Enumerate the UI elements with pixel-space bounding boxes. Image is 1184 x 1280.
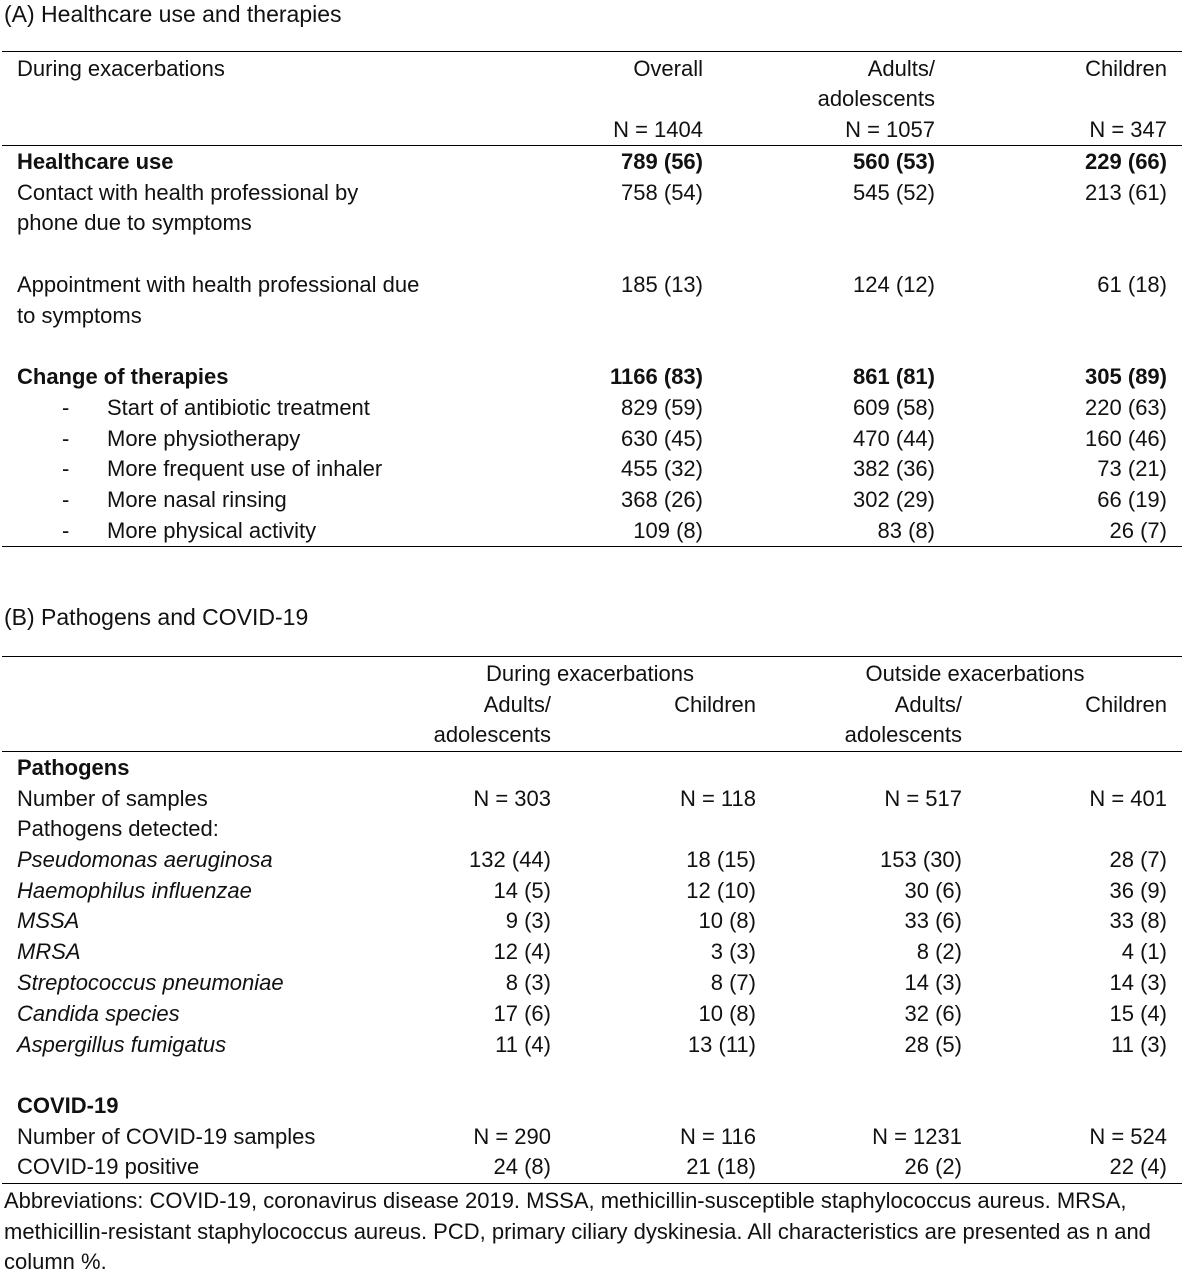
cell-children: 229 (66): [1085, 149, 1167, 174]
cell-adults-outside: N = 1231: [872, 1124, 962, 1149]
cell-adults: 124 (12): [853, 272, 935, 297]
row-dash: -: [62, 395, 70, 420]
row-dash: -: [62, 456, 70, 481]
cell-adults: 382 (36): [853, 456, 935, 481]
section-b-title: (B) Pathogens and COVID-19: [4, 604, 309, 630]
cell-children-outside: 15 (4): [1109, 1001, 1167, 1026]
group-header-during: During exacerbations: [486, 661, 694, 686]
row-label: More physical activity: [107, 518, 317, 543]
cell-overall: 455 (32): [621, 456, 703, 481]
section-a-title: (A) Healthcare use and therapies: [4, 1, 342, 27]
row-dash: -: [62, 487, 70, 512]
cell-adults-outside: 32 (6): [904, 1001, 962, 1026]
cell-children-outside: N = 401: [1089, 786, 1167, 811]
cell-children-during: 18 (15): [686, 847, 756, 872]
cell-adults-during: 24 (8): [493, 1154, 551, 1179]
col-adults-outside-line1: Adults/: [894, 692, 962, 717]
row-label: Change of therapies: [17, 364, 229, 389]
cell-children-during: 10 (8): [698, 908, 756, 933]
cell-overall: 185 (13): [621, 272, 703, 297]
cell-adults-during: N = 303: [473, 786, 551, 811]
cell-adults: 609 (58): [853, 395, 935, 420]
cell-adults-during: 9 (3): [505, 908, 551, 933]
row-dash: -: [62, 426, 70, 451]
cell-children-during: 10 (8): [698, 1001, 756, 1026]
pathogens-detected-label: Pathogens detected:: [17, 816, 219, 841]
cell-overall: 789 (56): [621, 149, 703, 174]
row-dash: -: [62, 518, 70, 543]
cell-children-during: N = 116: [679, 1124, 756, 1149]
cell-adults-during: 12 (4): [493, 939, 551, 964]
cell-adults-outside: 28 (5): [904, 1032, 962, 1057]
section-a-header-label: During exacerbations: [17, 56, 225, 81]
cell-adults-outside: 26 (2): [904, 1154, 962, 1179]
row-label: More frequent use of inhaler: [107, 456, 383, 481]
cell-children-outside: 22 (4): [1109, 1154, 1167, 1179]
pathogen-name: MSSA: [17, 908, 80, 933]
cell-overall: 758 (54): [621, 180, 703, 205]
cell-children-during: 3 (3): [710, 939, 756, 964]
cell-adults-during: N = 290: [473, 1124, 551, 1149]
col-adults-during-line1: Adults/: [483, 692, 551, 717]
row-label: Appointment with health professional due: [17, 272, 420, 297]
cell-children-during: N = 118: [679, 786, 756, 811]
cell-children-during: 13 (11): [687, 1032, 756, 1057]
section-a-top-rule: [2, 51, 1182, 52]
cell-children-outside: 4 (1): [1121, 939, 1167, 964]
cell-overall: 1166 (83): [610, 364, 703, 389]
cell-children: 220 (63): [1085, 395, 1167, 420]
col-adults-header-line2: adolescents: [817, 86, 935, 111]
row-label-continued: to symptoms: [17, 303, 142, 328]
cell-children-outside: 11 (3): [1111, 1032, 1167, 1057]
section-b-header-rule: [2, 751, 1182, 752]
cell-adults-during: 11 (4): [495, 1032, 551, 1057]
cell-children: 213 (61): [1085, 180, 1167, 205]
col-children-outside: Children: [1085, 692, 1167, 717]
cell-adults: 83 (8): [877, 518, 935, 543]
col-adults-during-line2: adolescents: [433, 722, 551, 747]
cell-children: 26 (7): [1109, 518, 1167, 543]
n-overall: N = 1404: [613, 117, 703, 142]
n-adults: N = 1057: [845, 117, 935, 142]
row-label: More nasal rinsing: [107, 487, 287, 512]
cell-adults-during: 132 (44): [469, 847, 551, 872]
cell-adults: 470 (44): [853, 426, 935, 451]
cell-overall: 109 (8): [633, 518, 703, 543]
cell-children: 305 (89): [1085, 364, 1167, 389]
cell-overall: 829 (59): [621, 395, 703, 420]
pathogens-heading: Pathogens: [17, 755, 130, 780]
cell-adults-outside: 8 (2): [916, 939, 962, 964]
section-b-top-rule: [2, 656, 1182, 657]
group-header-outside: Outside exacerbations: [865, 661, 1085, 686]
row-label: COVID-19 positive: [17, 1154, 200, 1179]
row-label: Start of antibiotic treatment: [107, 395, 370, 420]
cell-children: 73 (21): [1097, 456, 1167, 481]
col-adults-outside-line2: adolescents: [844, 722, 962, 747]
col-overall-header: Overall: [633, 56, 703, 81]
cell-children: 66 (19): [1097, 487, 1167, 512]
cell-adults-outside: 153 (30): [880, 847, 962, 872]
cell-adults: 861 (81): [853, 364, 935, 389]
cell-children: 160 (46): [1085, 426, 1167, 451]
row-label: Healthcare use: [17, 149, 174, 174]
cell-children-during: 12 (10): [686, 878, 756, 903]
cell-children-outside: 28 (7): [1109, 847, 1167, 872]
cell-children-outside: 14 (3): [1109, 970, 1167, 995]
pathogen-name: MRSA: [17, 939, 81, 964]
cell-children: 61 (18): [1097, 272, 1167, 297]
pathogen-name: Aspergillus fumigatus: [17, 1032, 227, 1057]
pathogen-name: Haemophilus influenzae: [17, 878, 252, 903]
section-b-bottom-rule: [2, 1183, 1182, 1184]
section-a-bottom-rule: [2, 546, 1182, 547]
row-label: Number of COVID-19 samples: [17, 1124, 316, 1149]
cell-adults-during: 8 (3): [505, 970, 551, 995]
cell-adults-outside: 14 (3): [904, 970, 962, 995]
pathogen-name: Pseudomonas aeruginosa: [17, 847, 273, 872]
cell-children-outside: N = 524: [1089, 1124, 1167, 1149]
pathogen-name: Candida species: [17, 1001, 180, 1026]
cell-adults: 545 (52): [853, 180, 935, 205]
row-label-continued: phone due to symptoms: [17, 210, 252, 235]
cell-adults: 302 (29): [853, 487, 935, 512]
cell-children-outside: 36 (9): [1109, 878, 1167, 903]
row-label: Number of samples: [17, 786, 208, 811]
cell-adults-during: 17 (6): [493, 1001, 551, 1026]
cell-overall: 630 (45): [621, 426, 703, 451]
col-children-during: Children: [674, 692, 756, 717]
cell-children-during: 21 (18): [686, 1154, 756, 1179]
cell-adults-outside: 30 (6): [904, 878, 962, 903]
footnote: Abbreviations: COVID-19, coronavirus disease 2019. MSSA, methicillin-susceptible staphylococcus aureus. MRSA, methicillin-resistant staphylococcus aureus. PCD, primary ciliary dyskinesia. All characteristics are presented as n and column %.: [4, 1188, 1151, 1275]
pathogen-name: Streptococcus pneumoniae: [17, 970, 284, 995]
n-children: N = 347: [1089, 117, 1167, 142]
row-label: Contact with health professional by: [17, 180, 359, 205]
col-adults-header-line1: Adults/: [867, 56, 935, 81]
row-label: More physiotherapy: [107, 426, 301, 451]
cell-children-outside: 33 (8): [1109, 908, 1167, 933]
cell-adults-during: 14 (5): [493, 878, 551, 903]
cell-overall: 368 (26): [621, 487, 703, 512]
cell-adults-outside: N = 517: [884, 786, 962, 811]
cell-adults: 560 (53): [853, 149, 935, 174]
covid-heading: COVID-19: [17, 1093, 119, 1118]
col-children-header: Children: [1085, 56, 1167, 81]
section-a-header-rule: [2, 145, 1182, 146]
cell-children-during: 8 (7): [710, 970, 756, 995]
cell-adults-outside: 33 (6): [904, 908, 962, 933]
